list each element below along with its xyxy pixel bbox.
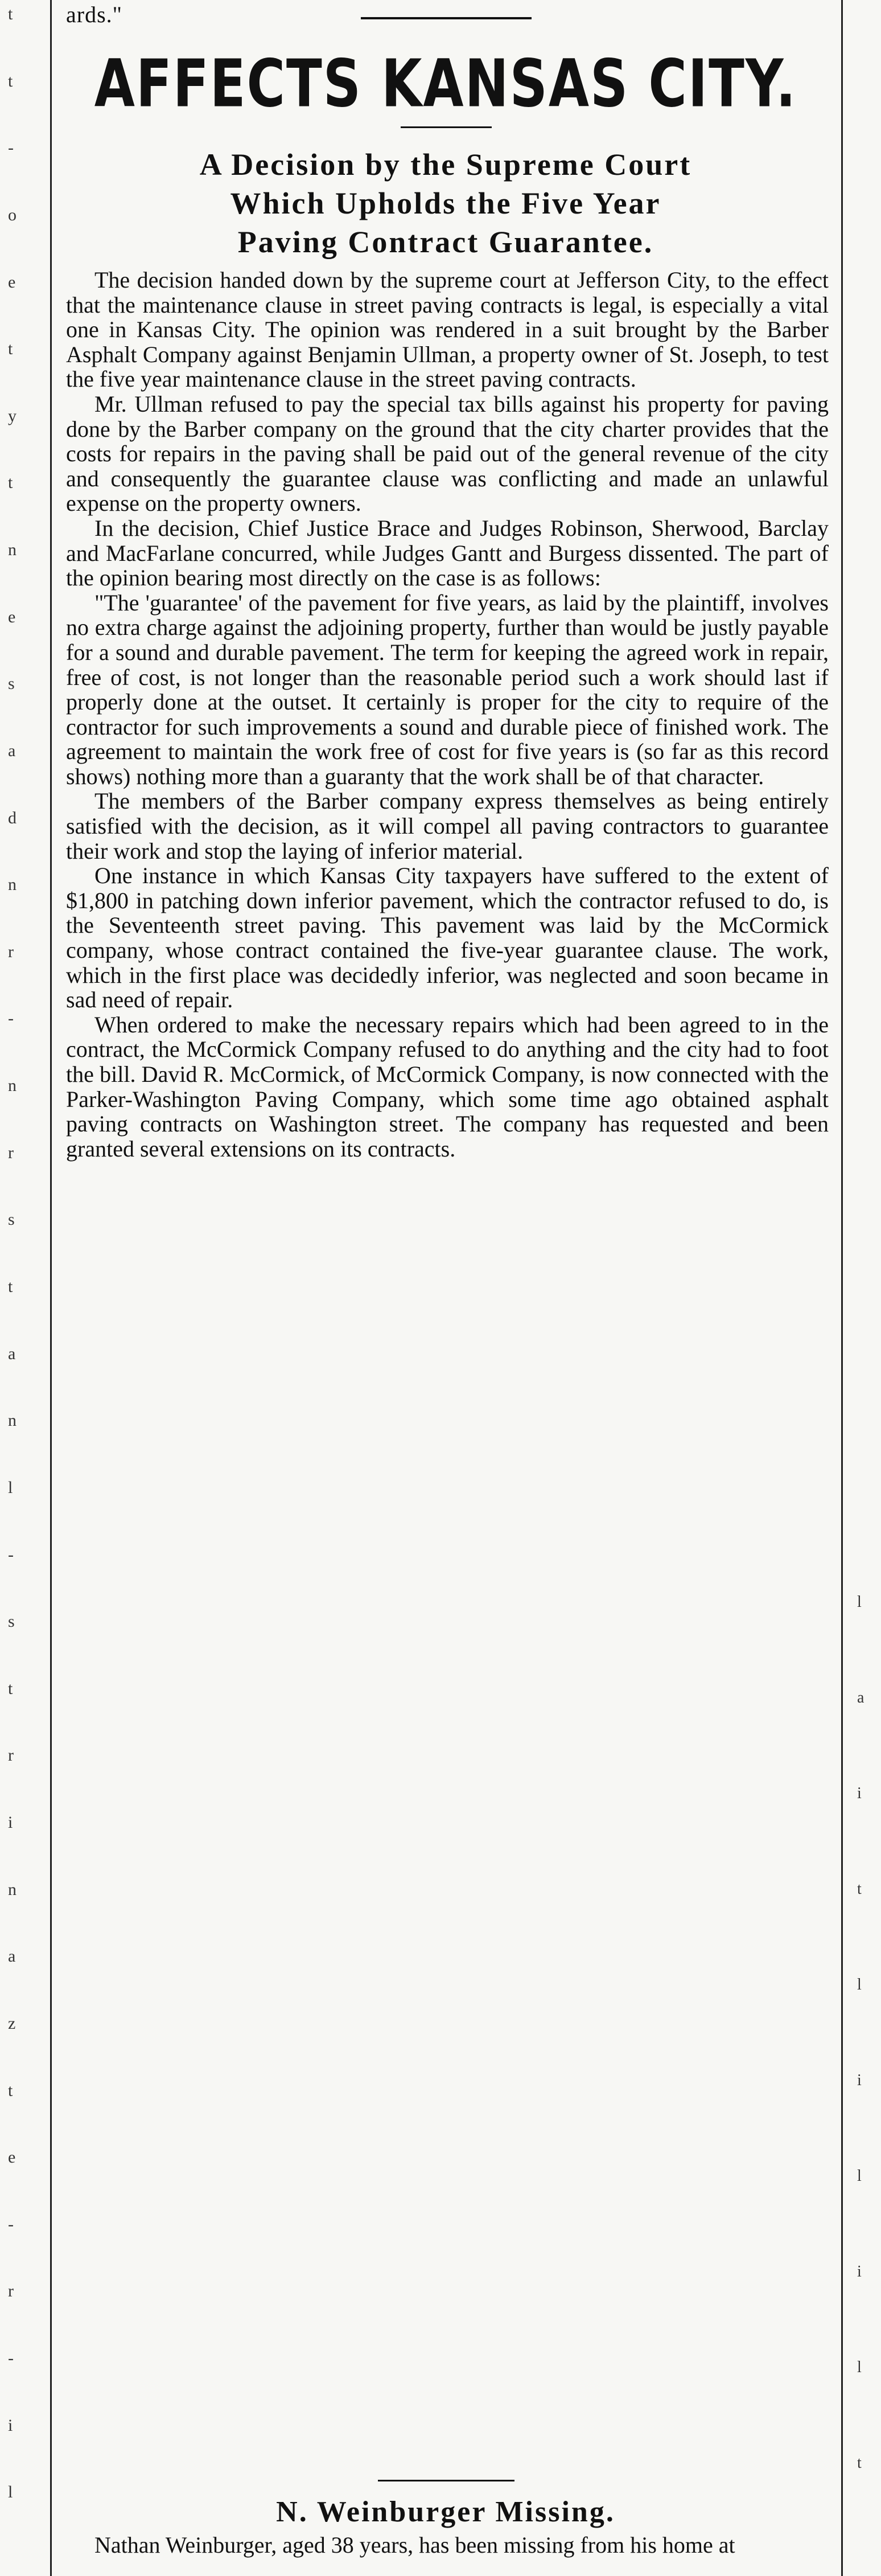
headline-divider: [401, 126, 492, 128]
margin-fragment: n: [8, 1880, 17, 1899]
right-column-margin: [847, 0, 881, 2576]
body-paragraph: When ordered to make the necessary repairs which had been agreed to in the contract, the McCormick Company refused to do anything and the city had to foot the bill. David R. McCormick, of McCormick Company, is now connected with the Parker-Washington Paving Company, which some time ago obtained asphalt paving contracts on Washington street. The company has requested and been granted several extensions on its contracts.: [66, 1011, 829, 1162]
body-paragraph: The decision handed down by the supreme court at Jefferson City, to the effect that the maintenance clause in street paving contracts is legal, is especially a vital one in Kansas City. The opinion was rendered in a suit brought by the Barber Asphalt Company against Benjamin Ullman, a property owner of St. Joseph, to test the five year maintenance clause in the street paving contracts.: [66, 267, 829, 392]
margin-fragment: n: [8, 875, 17, 895]
body-paragraph: Mr. Ullman refused to pay the special tax bills against his property for paving done by the Barber company on the ground that the city charter provides that the costs for repairs in the paving shall be paid out of the general revenue of the city and consequently the guarantee clause was conflicting and made an unlawful expense on the property owners.: [66, 391, 829, 516]
margin-fragment: t: [857, 1880, 862, 1898]
next-article-subhead: N. Weinburger Missing.: [276, 2496, 615, 2528]
margin-fragment: t: [857, 2454, 862, 2472]
margin-fragment: i: [857, 2263, 862, 2280]
margin-fragment: e: [8, 272, 16, 292]
margin-fragment: r: [8, 942, 14, 961]
top-divider: [361, 17, 532, 19]
margin-fragment: a: [8, 1344, 16, 1363]
margin-fragment: r: [8, 2282, 14, 2301]
margin-fragment: d: [8, 808, 17, 827]
margin-fragment: i: [8, 2415, 13, 2435]
margin-fragment: l: [857, 2358, 862, 2376]
margin-fragment: l: [8, 2483, 13, 2502]
article-headline: AFFECTS KANSAS CITY.: [94, 46, 797, 122]
margin-fragment: -: [8, 1545, 14, 1564]
margin-fragment: a: [8, 1947, 16, 1966]
column-rule-left: [50, 0, 52, 2576]
margin-fragment: z: [8, 2013, 16, 2033]
margin-fragment: n: [8, 1411, 17, 1430]
deck-line: Which Upholds the Five Year: [230, 186, 661, 220]
margin-fragment: i: [8, 1813, 13, 1832]
margin-fragment: -: [8, 1009, 14, 1028]
margin-fragment: l: [857, 2167, 862, 2185]
body-paragraph: The members of the Barber company express themselves as being entirely satisfied with the decision, as it will compel all paving contractors to guarantee their work and stop the laying of inferior material.: [66, 788, 829, 864]
margin-fragment: s: [8, 674, 15, 694]
deck-line: Paving Contract Guarantee.: [237, 225, 654, 259]
margin-fragment: n: [8, 540, 17, 560]
section-divider: [378, 2480, 514, 2481]
article-deck: [59, 145, 832, 261]
deck-line: A Decision by the Supreme Court: [199, 147, 692, 182]
body-paragraph: "The 'guarantee' of the pavement for five years, as laid by the plaintiff, involves no extra charge against the adjoining property, further than would be justly payable for a sound and durable pavement. The term for keeping the agreed work in repair, free of cost, is not longer than the reasonable period such a work should last if properly done at the outset. It certainly is proper for the city to require of the contractor for such improvements a sound and durable piece of finished work. The agreement to maintain the work free of cost for five years is (so far as this record shows) nothing more than a guaranty that the work shall be of that character.: [66, 589, 829, 789]
margin-fragment: t: [8, 473, 13, 493]
margin-fragment: t: [8, 1679, 13, 1698]
margin-fragment: t: [8, 5, 13, 23]
margin-fragment: o: [8, 205, 17, 224]
margin-fragment: l: [857, 1593, 862, 1611]
margin-fragment: y: [8, 406, 17, 425]
margin-fragment: e: [8, 607, 16, 626]
newspaper-article: [59, 0, 832, 2576]
margin-fragment: i: [857, 1785, 862, 1802]
margin-fragment: t: [8, 339, 13, 359]
margin-fragment: n: [8, 1076, 17, 1096]
margin-fragment: -: [8, 138, 14, 158]
column-rule-right: [841, 0, 843, 2576]
margin-fragment: -: [8, 2349, 14, 2368]
previous-article-tail: ards.": [66, 2, 122, 27]
margin-fragment: r: [8, 1143, 14, 1162]
margin-fragment: s: [8, 1210, 15, 1229]
margin-fragment: a: [857, 1689, 864, 1707]
article-body: [66, 268, 829, 1161]
margin-fragment: t: [8, 1277, 13, 1296]
left-column-margin: [0, 0, 44, 2576]
body-paragraph: One instance in which Kansas City taxpayers have suffered to the extent of $1,800 in patching down inferior pavement, which the contractor refused to do, is the Seventeenth street paving. This pavement was laid by the McCormick company, whose contract contained the five-year guarantee clause. The work, which in the first place was decidedly inferior, was neglected and soon became in sad need of repair.: [66, 863, 829, 1013]
margin-fragment: a: [8, 741, 16, 760]
body-paragraph: In the decision, Chief Justice Brace and Judges Robinson, Sherwood, Barclay and MacFarlane concurred, while Judges Gantt and Burgess dissented. The part of the opinion bearing most directly on the case is as follows:: [66, 515, 829, 591]
margin-fragment: r: [8, 1746, 14, 1765]
margin-fragment: l: [8, 1478, 13, 1497]
margin-fragment: e: [8, 2148, 16, 2167]
margin-fragment: t: [8, 71, 13, 91]
margin-fragment: s: [8, 1612, 15, 1631]
margin-fragment: -: [8, 2214, 14, 2234]
margin-fragment: t: [8, 2081, 13, 2100]
next-article-first-line: Nathan Weinburger, aged 38 years, has been missing from his home at: [94, 2533, 735, 2558]
margin-fragment: i: [857, 2072, 862, 2089]
margin-fragment: l: [857, 1976, 862, 1993]
